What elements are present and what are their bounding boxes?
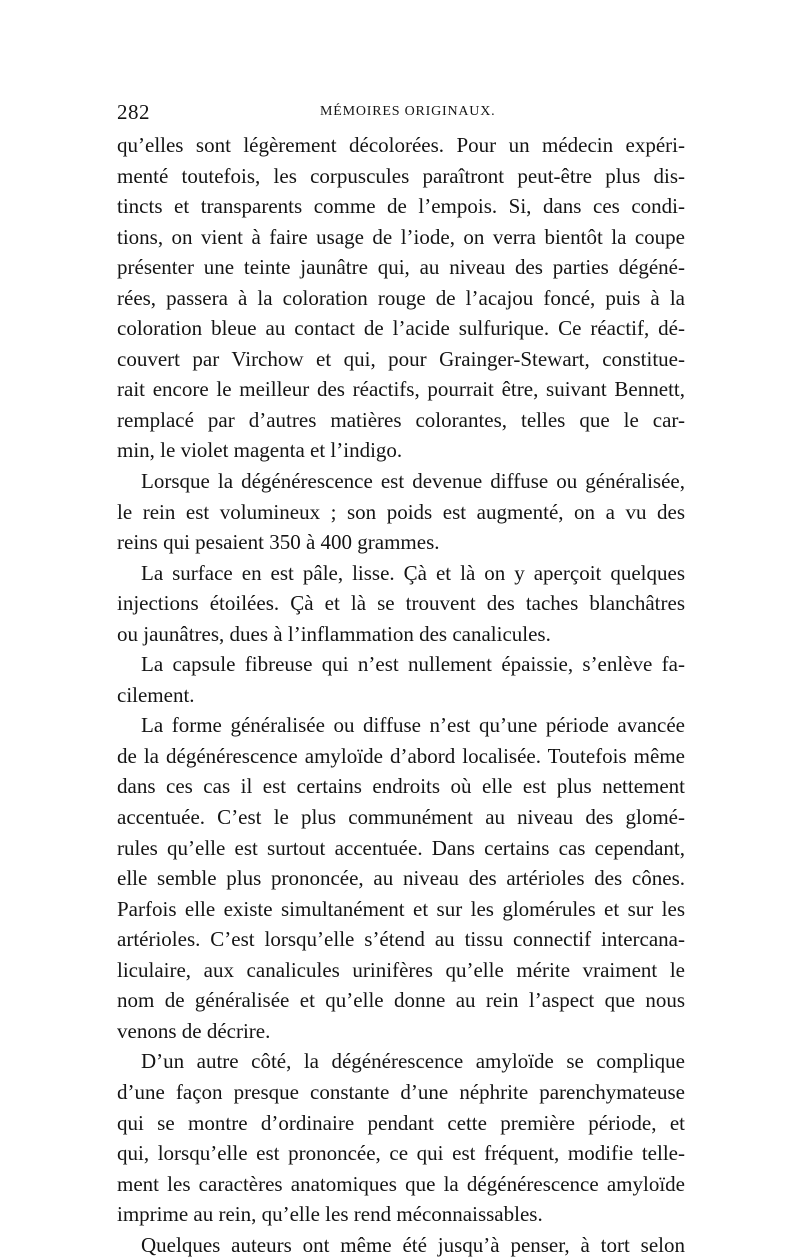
- text-line: cilement.: [117, 682, 195, 707]
- text-line: rait encore le meilleur des réactifs, pourrait être, suivant Bennett,: [117, 377, 685, 402]
- text-line: La capsule fibreuse qui n’est nullement épaissie, s’enlève fa-: [141, 652, 685, 677]
- text-line: nom de généralisée et qu’elle donne au rein l’aspect que nous: [117, 988, 685, 1013]
- text-line: tions, on vient à faire usage de l’iode, on verra bientôt la coupe: [117, 224, 685, 249]
- text-line: le rein est volumineux ; son poids est augmenté, on a vu des: [117, 499, 685, 524]
- text-line: elle semble plus prononcée, au niveau des artérioles des cônes.: [117, 866, 685, 891]
- text-line: d’une façon presque constante d’une néphrite parenchymateuse: [117, 1079, 685, 1104]
- text-line: Quelques auteurs ont même été jusqu’à penser, à tort selon: [141, 1232, 685, 1257]
- text-line: reins qui pesaient 350 à 400 grammes.: [117, 530, 440, 555]
- text-line: rules qu’elle est surtout accentuée. Dans certains cas cependant,: [117, 835, 685, 860]
- text-line: D’un autre côté, la dégénérescence amyloïde se complique: [141, 1049, 685, 1074]
- text-line: venons de décrire.: [117, 1018, 271, 1043]
- text-line: imprime au rein, qu’elle les rend méconnaissables.: [117, 1202, 543, 1227]
- text-line: liculaire, aux canalicules urinifères qu’elle mérite vraiment le: [117, 957, 685, 982]
- running-title: MÉMOIRES ORIGINAUX.: [320, 104, 496, 119]
- text-line: accentuée. C’est le plus communément au niveau des glomé-: [117, 805, 685, 830]
- text-line: remplacé par d’autres matières colorantes, telles que le car-: [117, 407, 685, 432]
- text-line: présenter une teinte jaunâtre qui, au niveau des parties dégéné-: [117, 255, 685, 280]
- text-line: La forme généralisée ou diffuse n’est qu’une période avancée: [141, 713, 685, 738]
- text-line: tincts et transparents comme de l’empois. Si, dans ces condi-: [117, 194, 685, 219]
- text-line: de la dégénérescence amyloïde d’abord localisée. Toutefois même: [117, 743, 685, 768]
- text-line: qui, lorsqu’elle est prononcée, ce qui est fréquent, modifie telle-: [117, 1141, 685, 1166]
- text-line: Parfois elle existe simultanément et sur les glomérules et sur les: [117, 896, 685, 921]
- text-line: rées, passera à la coloration rouge de l’acajou foncé, puis à la: [117, 285, 685, 310]
- text-line: ou jaunâtres, dues à l’inflammation des canalicules.: [117, 621, 551, 646]
- text-line: ment les caractères anatomiques que la dégénérescence amyloïde: [117, 1171, 685, 1196]
- running-header: [117, 100, 685, 126]
- page-number: 282: [117, 100, 150, 124]
- text-line: menté toutefois, les corpuscules paraîtront peut-être plus dis-: [117, 163, 685, 188]
- text-line: qui se montre d’ordinaire pendant cette première période, et: [117, 1110, 685, 1135]
- text-line: Lorsque la dégénérescence est devenue diffuse ou généralisée,: [141, 469, 685, 494]
- body-text: [117, 130, 685, 1260]
- text-line: artérioles. C’est lorsqu’elle s’étend au tissu connectif intercana-: [117, 927, 685, 952]
- text-line: injections étoilées. Çà et là se trouvent des taches blanchâtres: [117, 591, 685, 616]
- text-line: La surface en est pâle, lisse. Çà et là on y aperçoit quelques: [141, 560, 685, 585]
- text-line: dans ces cas il est certains endroits où elle est plus nettement: [117, 774, 685, 799]
- text-line: couvert par Virchow et qui, pour Grainger-Stewart, constitue-: [117, 346, 685, 371]
- text-line: min, le violet magenta et l’indigo.: [117, 438, 403, 463]
- text-line: coloration bleue au contact de l’acide sulfurique. Ce réactif, dé-: [117, 316, 685, 341]
- text-line: qu’elles sont légèrement décolorées. Pour un médecin expéri-: [117, 133, 685, 157]
